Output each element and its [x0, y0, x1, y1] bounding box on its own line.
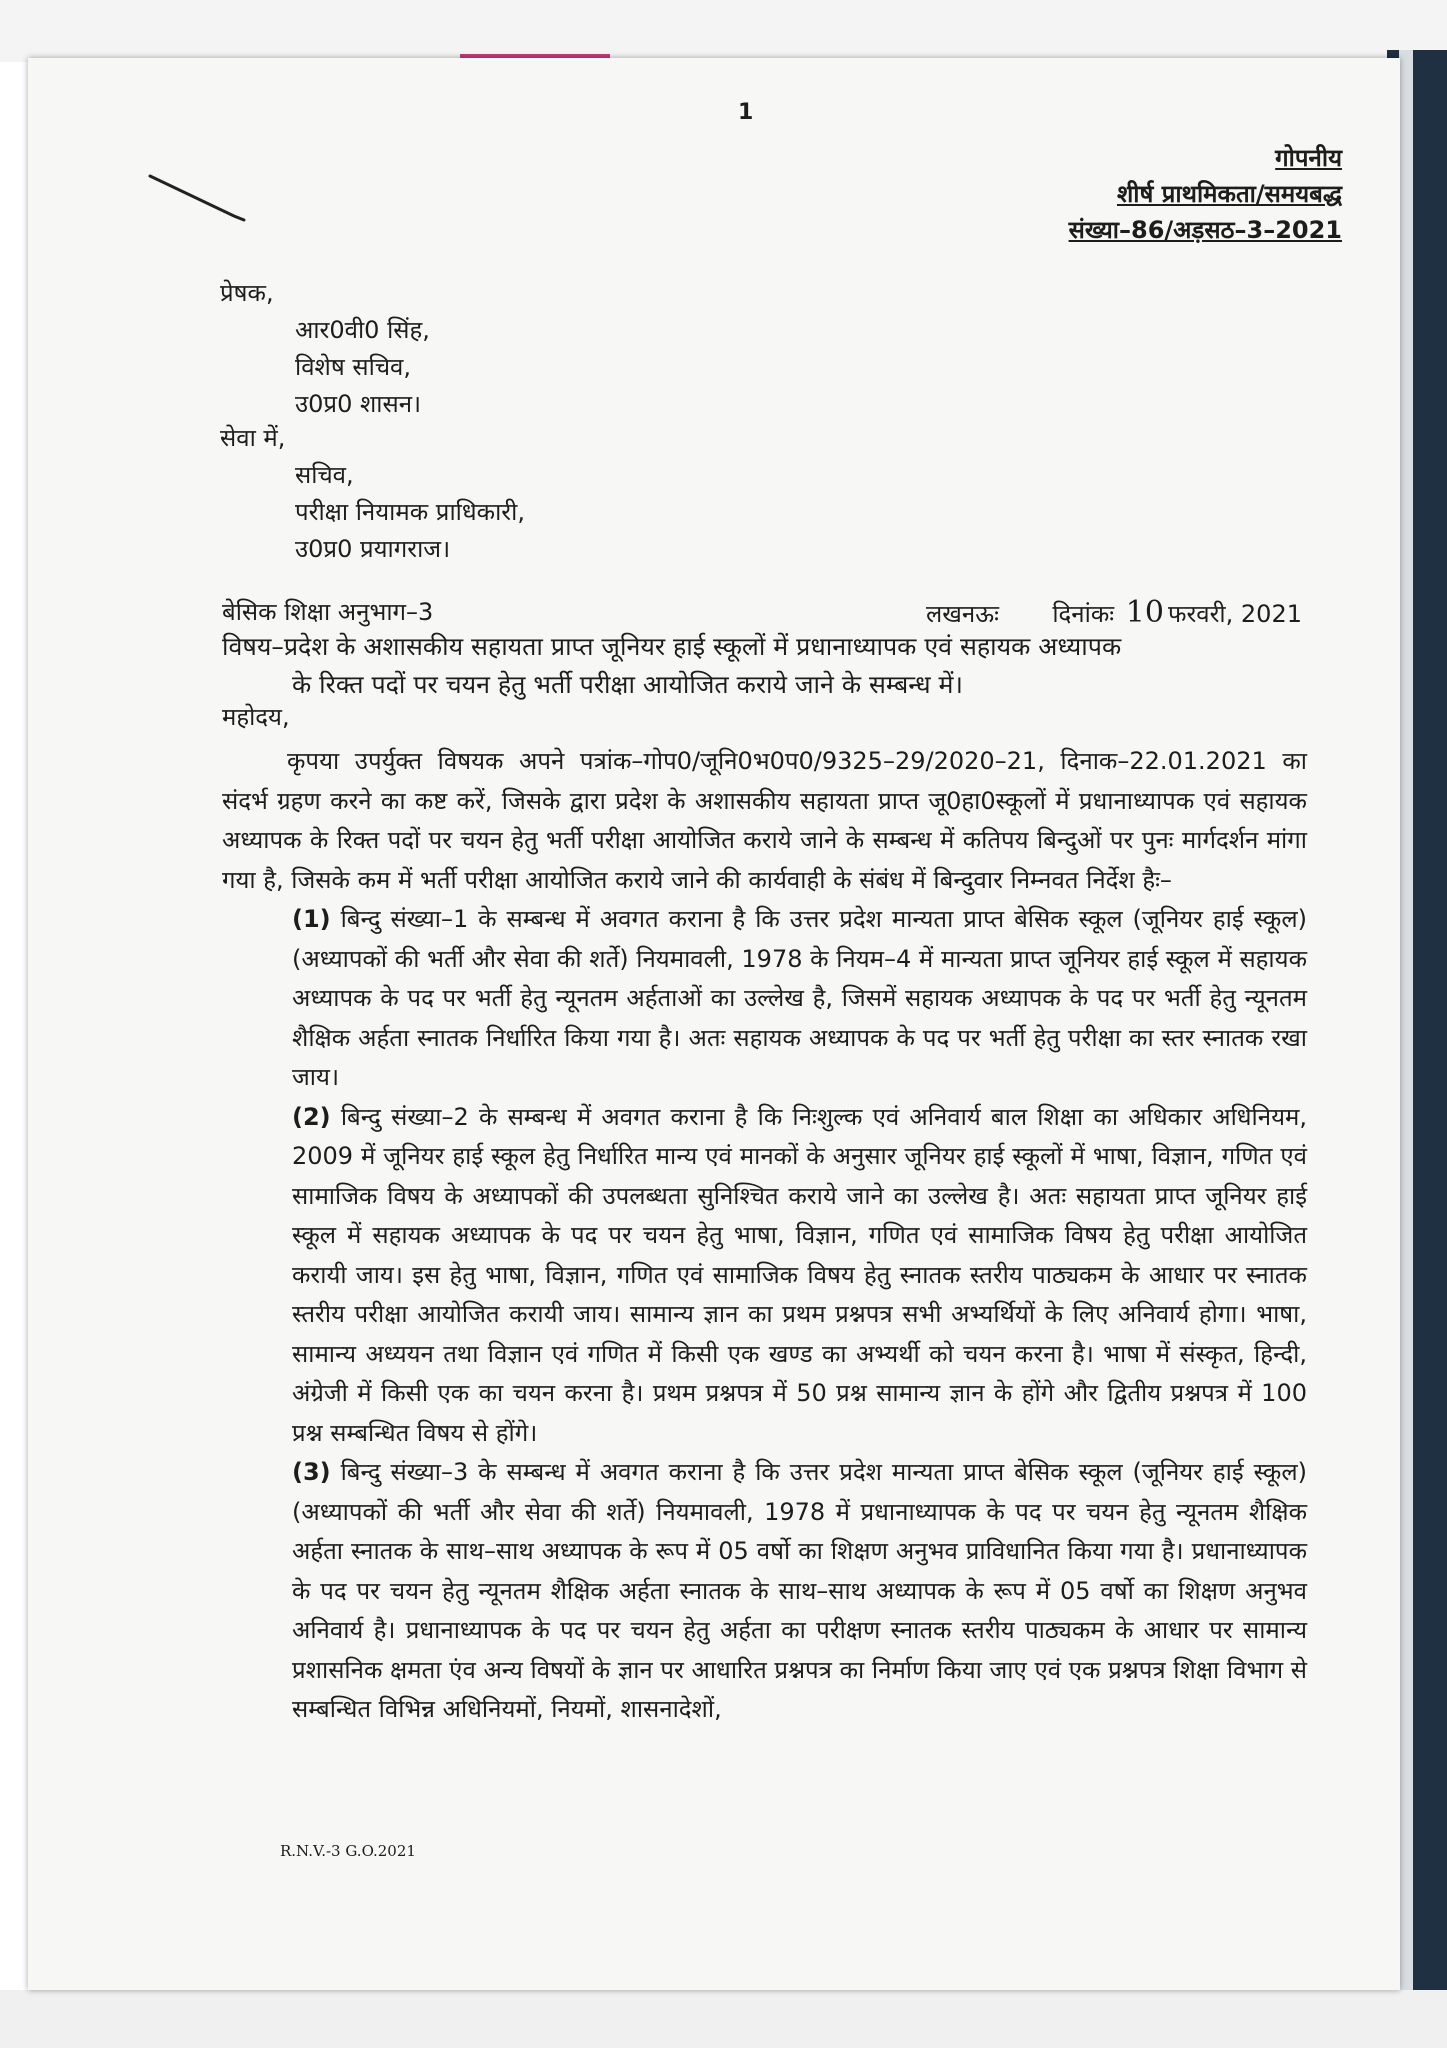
- sender-designation: विशेष सचिव,: [295, 353, 412, 381]
- subject-line-2: के रिक्त पदों पर चयन हेतु भर्ती परीक्षा आयोजित कराये जाने के सम्बन्ध में।: [292, 670, 963, 699]
- intro-paragraph: कृपया उपर्युक्त विषयक अपने पत्रांक–गोप0/जूनि0भ0प0/9325–29/2020–21, दिनाक–22.01.2021 का संदर्भ ग्रहण करने का कष्ट करें, जिसके द्वारा प्रदेश के अशासकीय सहायता प्राप्त जू0हा0स्कूलों में प्रधानाध्यापक एवं सहायक अध्यापक के रिक्त पदों पर चयन हेतु भर्ती परीक्षा आयोजित कराये जाने के सम्बन्ध में कतिपय बिन्दुओं पर पुनः मार्गदर्शन मांगा गया है, जिसके कम में भर्ती परीक्षा आयोजित कराये जाने की कार्यवाही के संबंध में बिन्दुवार निम्नवत निर्देश हैः–: [222, 747, 1307, 894]
- footer-code: R.N.V.-3 G.O.2021: [280, 1842, 416, 1860]
- point-text: बिन्दु संख्या–2 के सम्बन्ध में अवगत कराना है कि निःशुल्क एवं अनिवार्य बाल शिक्षा का अधिकार अधिनियम, 2009 में जूनियर हाई स्कूल हेतु निर्धारित मान्य एवं मानकों के अनुसार जूनियर हाई स्कूलों में भाषा, विज्ञान, गणित एवं सामाजिक विषय के अध्यापकों की उपलब्धता सुनिश्चित कराये जाने का उल्लेख है। अतः सहायता प्राप्त जूनियर हाई स्कूल में सहायक अध्यापक के पद पर चयन हेतु भाषा, विज्ञान, गणित एवं सामाजिक विषय हेतु परीक्षा आयोजित करायी जाय। इस हेतु भाषा, विज्ञान, गणित एवं सामाजिक विषय हेतु स्नातक स्तरीय पाठ्यकम के आधार पर स्नातक स्तरीय परीक्षा आयोजित करायी जाय। सामान्य ज्ञान का प्रथम प्रश्नपत्र सभी अभ्यर्थियों के लिए अनिवार्य होगा। भाषा, सामान्य अध्ययन तथा विज्ञान एवं गणित में किसी एक खण्ड का अभ्यर्थी को चयन करना है। भाषा में संस्कृत, हिन्दी, अंग्रेजी में किसी एक का चयन करना है। प्रथम प्रश्नपत्र में 50 प्रश्न सामान्य ज्ञान के होंगे और द्वितीय प्रश्नपत्र में 100 प्रश्न सम्बन्धित विषय से होंगे।: [292, 1102, 1307, 1447]
- date-month-year: फरवरी, 2021: [1167, 600, 1302, 628]
- place-date: [926, 595, 1302, 630]
- salutation: महोदय,: [222, 703, 290, 731]
- point-3: [222, 1453, 1307, 1730]
- department-name: बेसिक शिक्षा अनुभाग–3: [222, 598, 434, 626]
- priority-label: शीर्ष प्राथमिकता/समयबद्ध: [1116, 180, 1342, 208]
- sender-office: उ0प्र0 शासन।: [295, 390, 422, 418]
- photo-backdrop-bottom: [0, 1990, 1447, 2048]
- point-2: [222, 1098, 1307, 1454]
- sender-label: प्रेषक,: [220, 279, 274, 307]
- subject-line-1: विषय–प्रदेश के अशासकीय सहायता प्राप्त जूनियर हाई स्कूलों में प्रधानाध्यापक एवं सहायक अध्यापक: [222, 632, 1122, 661]
- point-1: [222, 900, 1307, 1098]
- photo-backdrop-top: [0, 0, 1447, 62]
- recipient-label: सेवा में,: [220, 424, 286, 452]
- pen-stroke-mark: [148, 168, 258, 228]
- point-number: (3): [292, 1458, 331, 1486]
- recipient-block: [220, 420, 525, 568]
- folder-edge: [1399, 50, 1413, 2000]
- point-number: (1): [292, 905, 331, 933]
- sender-name: आर0वी0 सिंह,: [295, 316, 430, 344]
- reference-number: संख्या–86/अड़सठ–3–2021: [1068, 216, 1342, 244]
- page-number: 1: [738, 100, 754, 125]
- sender-block: [220, 275, 430, 423]
- subject-block: [222, 628, 1307, 704]
- letter-body: [222, 742, 1307, 1730]
- classification-block: [1069, 140, 1342, 248]
- date-label: दिनांकः: [1052, 600, 1115, 628]
- confidential-label: गोपनीय: [1275, 144, 1342, 172]
- point-number: (2): [292, 1102, 331, 1131]
- place-name: लखनऊः: [926, 600, 999, 628]
- point-text: बिन्दु संख्या–3 के सम्बन्ध में अवगत कराना है कि उत्तर प्रदेश मान्यता प्राप्त बेसिक स्कूल (जूनियर हाई स्कूल) (अध्यापकों की भर्ती और सेवा की शर्ते) नियमावली, 1978 में प्रधानाध्यापक के पद पर चयन हेतु न्यूनतम शैक्षिक अर्हता स्नातक के साथ–साथ अध्यापक के रूप में 05 वर्षो का शिक्षण अनुभव प्राविधानित किया गया है। प्रधानाध्यापक के पद पर चयन हेतु न्यूनतम शैक्षिक अर्हता स्नातक के साथ–साथ अध्यापक के रूप में 05 वर्षो का शिक्षण अनुभव अनिवार्य है। प्रधानाध्यापक के पद पर चयन हेतु अर्हता का परीक्षण स्नातक स्तरीय पाठ्यकम के आधार पर सामान्य प्रशासनिक क्षमता एंव अन्य विषयों के ज्ञान पर आधारित प्रश्नपत्र का निर्माण किया जाए एवं एक प्रश्नपत्र शिक्षा विभाग से सम्बन्धित विभिन्न अधिनियमों, नियमों, शासनादेशों,: [292, 1458, 1307, 1723]
- recipient-title: सचिव,: [295, 461, 354, 489]
- point-text: बिन्दु संख्या–1 के सम्बन्ध में अवगत कराना है कि उत्तर प्रदेश मान्यता प्राप्त बेसिक स्कूल (जूनियर हाई स्कूल) (अध्यापकों की भर्ती और सेवा की शर्ते) नियमावली, 1978 के नियम–4 में मान्यता प्राप्त जूनियर हाई स्कूल में सहायक अध्यापक के पद पर भर्ती हेतु न्यूनतम अर्हताओं का उल्लेख है, जिसमें सहायक अध्यापक के पद पर भर्ती हेतु न्यूनतम शैक्षिक अर्हता स्नातक निर्धारित किया गया है। अतः सहायक अध्यापक के पद पर भर्ती हेतु परीक्षा का स्तर स्नातक रखा जाय।: [292, 905, 1307, 1091]
- handwritten-day: 10: [1125, 595, 1164, 630]
- recipient-office: परीक्षा नियामक प्राधिकारी,: [295, 498, 525, 526]
- recipient-place: उ0प्र0 प्रयागराज।: [295, 535, 451, 563]
